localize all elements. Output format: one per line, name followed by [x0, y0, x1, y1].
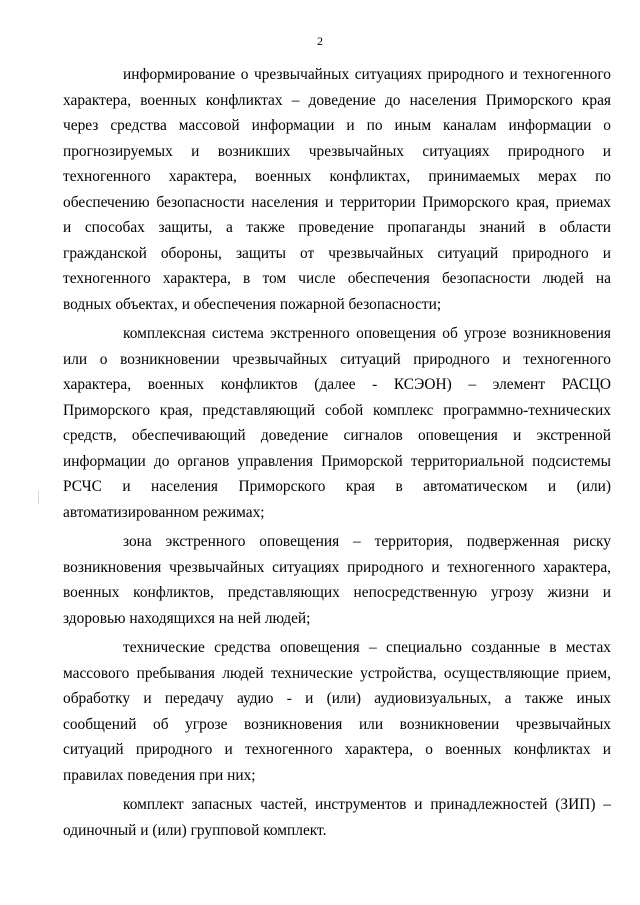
paragraph-line: характера, военных конфликтов (далее - КСЭОН) – элемент РАСЦО	[63, 376, 611, 393]
paragraph-line: гражданской обороны, защиты от чрезвычайных ситуаций природного и	[63, 244, 611, 262]
paragraph-line: одиночный и (или) групповой комплект.	[63, 821, 327, 839]
paragraph-line: и способах защиты, а также проведение пропаганды знаний в области	[63, 219, 611, 236]
paragraph-line: водных объектах, и обеспечения пожарной безопасности;	[63, 295, 442, 313]
paragraph-line: правилах поведения при них;	[63, 766, 256, 784]
paragraph	[63, 62, 611, 317]
paragraph-line: возникновения чрезвычайных ситуациях природного и техногенного характера,	[63, 558, 611, 576]
paragraph-line: зона экстренного оповещения – территория, подверженная риску	[123, 533, 611, 550]
scan-artifact	[38, 490, 39, 504]
paragraph-line: комплексная система экстренного оповещения об угрозе возникновения	[123, 325, 611, 342]
paragraph	[63, 792, 611, 843]
paragraph	[63, 635, 611, 788]
paragraph-line: сообщений об угрозе возникновения или возникновении чрезвычайных	[63, 715, 611, 733]
paragraph-line: ситуаций природного и техногенного характера, о военных конфликтах и	[63, 741, 611, 758]
document-body	[63, 62, 611, 847]
paragraph-line: средств, обеспечивающий доведение сигналов оповещения и экстренной	[63, 427, 611, 444]
paragraph-line: массового пребывания людей технические устройства, осуществляющие прием,	[63, 664, 611, 682]
paragraph-line: информации до органов управления Приморской территориальной подсистемы	[63, 452, 611, 470]
paragraph-line: через средства массовой информации и по иным каналам информации о	[63, 117, 611, 134]
paragraph-line: техногенного характера, в том числе обеспечения безопасности людей на	[63, 270, 611, 287]
paragraph-line: технические средства оповещения – специально созданные в местах	[123, 639, 611, 656]
page-number: 2	[317, 34, 323, 48]
paragraph-line: Приморского края, представляющий собой комплекс программно-технических	[63, 401, 611, 419]
paragraph-line: техногенного характера, военных конфликтах, принимаемых мерах по	[63, 168, 611, 185]
paragraph	[63, 321, 611, 525]
paragraph-line: автоматизированном режимах;	[63, 503, 265, 521]
paragraph	[63, 529, 611, 631]
paragraph-line: обеспечению безопасности населения и территории Приморского края, приемах	[63, 193, 611, 211]
paragraph-line: характера, военных конфликтах – доведение до населения Приморского края	[63, 91, 611, 109]
paragraph-line: военных конфликтов, представляющих непосредственную угрозу жизни и	[63, 584, 611, 601]
paragraph-line: информирование о чрезвычайных ситуациях природного и техногенного	[123, 66, 611, 83]
paragraph-line: или о возникновении чрезвычайных ситуаций природного и техногенного	[63, 350, 611, 368]
paragraph-line: здоровью находящихся на ней людей;	[63, 609, 311, 627]
paragraph-line: обработку и передачу аудио - и (или) аудиовизуальных, а также иных	[63, 690, 611, 707]
paragraph-line: прогнозируемых и возникших чрезвычайных ситуациях природного и	[63, 142, 611, 160]
paragraph-line: комплект запасных частей, инструментов и принадлежностей (ЗИП) –	[123, 796, 611, 813]
paragraph-line: РСЧС и населения Приморского края в автоматическом и (или)	[63, 478, 611, 495]
